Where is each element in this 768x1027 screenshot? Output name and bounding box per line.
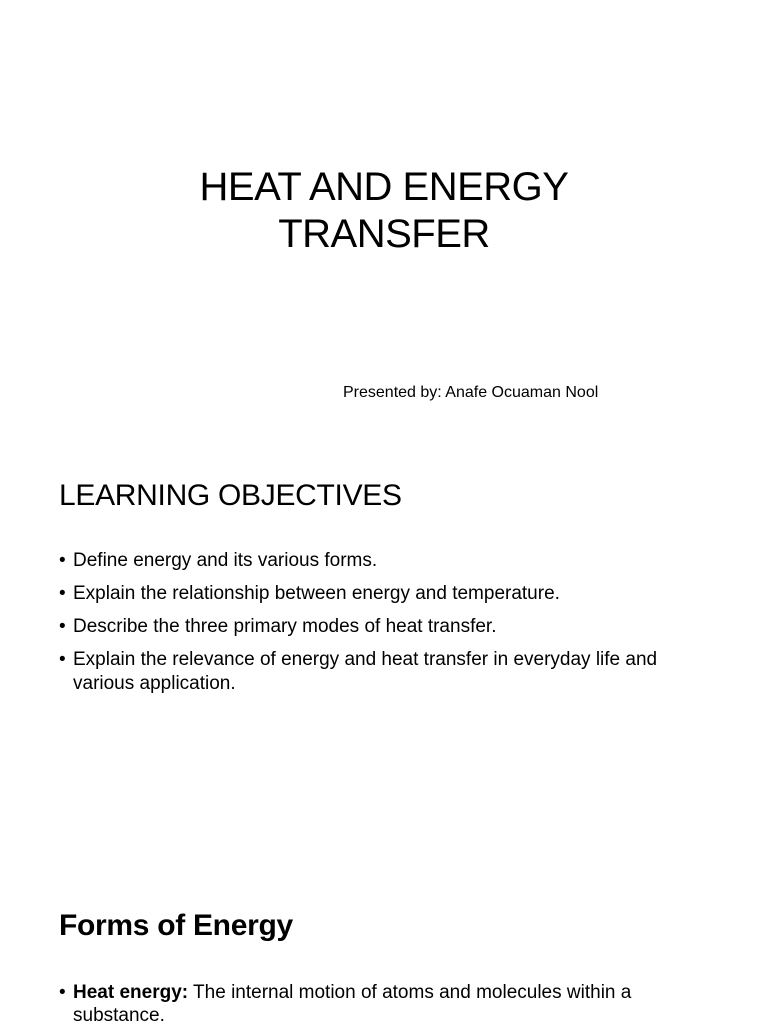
forms-heading: Forms of Energy: [59, 909, 293, 942]
objective-text: Explain the relationship between energy and temperature.: [73, 583, 560, 604]
bullet-icon: •: [59, 649, 66, 670]
energy-description: The internal motion of atoms and molecules within a substance.: [73, 982, 632, 1026]
bullet-icon: •: [59, 982, 66, 1003]
objective-text: Explain the relevance of energy and heat transfer in everyday life and various application.: [73, 649, 658, 694]
objectives-heading: LEARNING OBJECTIVES: [59, 479, 402, 512]
list-item: [59, 981, 709, 1027]
objective-text: Describe the three primary modes of heat transfer.: [73, 616, 497, 637]
objectives-list: [59, 549, 699, 705]
presenter-credit: Presented by: Anafe Ocuaman Nool: [343, 384, 599, 401]
bullet-icon: •: [59, 616, 66, 637]
title-slide: [0, 0, 768, 432]
list-item: [59, 648, 699, 696]
learning-objectives-slide: [0, 432, 768, 864]
energy-term: Heat energy:: [73, 982, 189, 1003]
objective-text: Define energy and its various forms.: [73, 550, 378, 571]
bullet-icon: •: [59, 583, 66, 604]
list-item: [59, 615, 699, 639]
forms-list: [59, 981, 709, 1027]
list-item: [59, 582, 699, 606]
slide-title: [0, 164, 768, 258]
list-item: [59, 549, 699, 573]
slide-title-line-2: TRANSFER: [278, 212, 490, 256]
slide-title-line-1: HEAT AND ENERGY: [199, 165, 569, 209]
forms-of-energy-slide: [0, 864, 768, 1024]
bullet-icon: •: [59, 550, 66, 571]
